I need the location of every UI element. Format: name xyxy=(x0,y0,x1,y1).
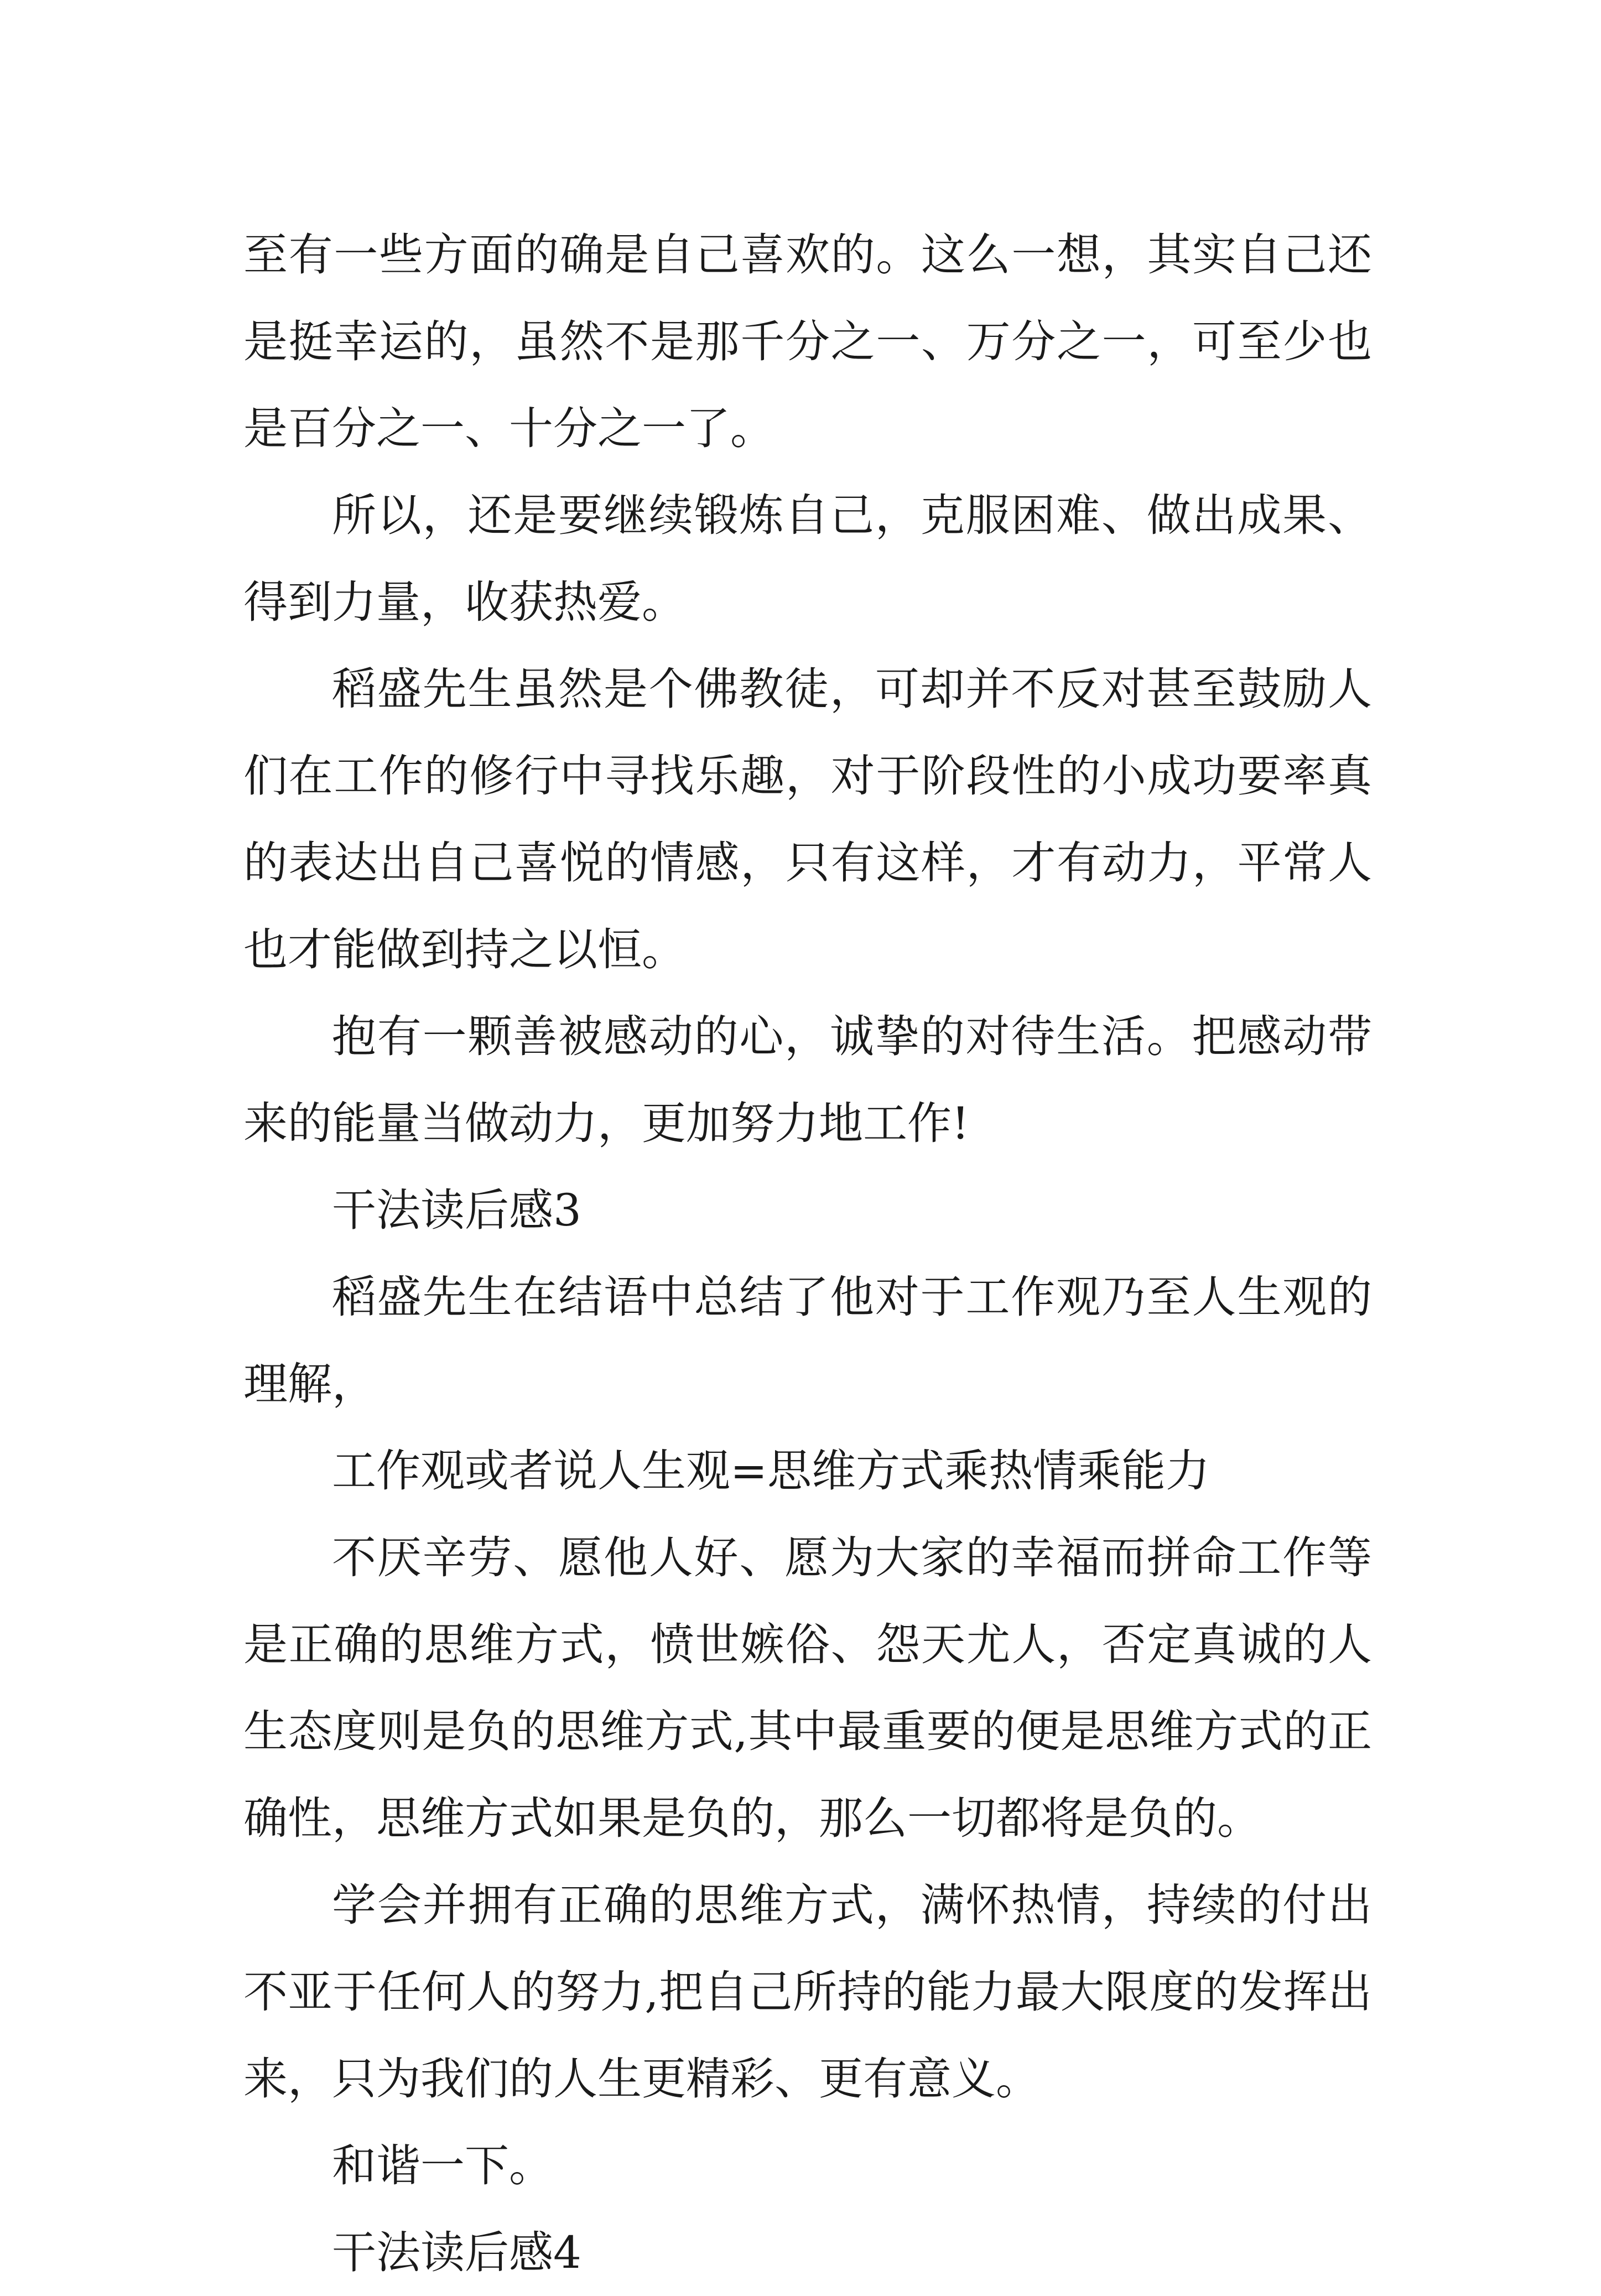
paragraph: 抱有一颗善被感动的心，诚挚的对待生活。把感动带来的能量当做动力，更加努力地工作! xyxy=(243,1011,1372,1149)
formula-line: 工作观或者说人生观=思维方式乘热情乘能力 xyxy=(332,1445,1210,1497)
section-heading: 干法读后感3 xyxy=(332,1185,581,1236)
paragraph: 所以，还是要继续锻炼自己，克服困难、做出成果、得到力量，收获热爱。 xyxy=(243,490,1372,628)
paragraph: 和谐一下。 xyxy=(332,2140,553,2191)
paragraph: 不厌辛劳、愿他人好、愿为大家的幸福而拼命工作等是正确的思维方式，愤世嫉俗、怨天尤人，否定真诚的人生态度则是负的思维方式,其中最重要的便是思维方式的正确性，思维方式如果是负的，那么一切都将是负的。 xyxy=(243,1532,1372,1844)
paragraph-continuation: 至有一些方面的确是自己喜欢的。这么一想，其实自己还是挺幸运的，虽然不是那千分之一、万分之一，可至少也是百分之一、十分之一了。 xyxy=(243,229,1372,454)
paragraph: 稻盛先生在结语中总结了他对于工作观乃至人生观的理解， xyxy=(243,1271,1372,1410)
document-body xyxy=(243,211,1372,2296)
paragraph: 学会并拥有正确的思维方式，满怀热情，持续的付出不亚于任何人的努力,把自己所持的能力最大限度的发挥出来，只为我们的人生更精彩、更有意义。 xyxy=(243,1879,1372,2105)
section-heading: 干法读后感4 xyxy=(332,2227,581,2278)
paragraph: 稻盛先生虽然是个佛教徒，可却并不反对甚至鼓励人们在工作的修行中寻找乐趣，对于阶段性的小成功要率真的表达出自己喜悦的情感，只有这样，才有动力，平常人也才能做到持之以恒。 xyxy=(243,663,1372,975)
